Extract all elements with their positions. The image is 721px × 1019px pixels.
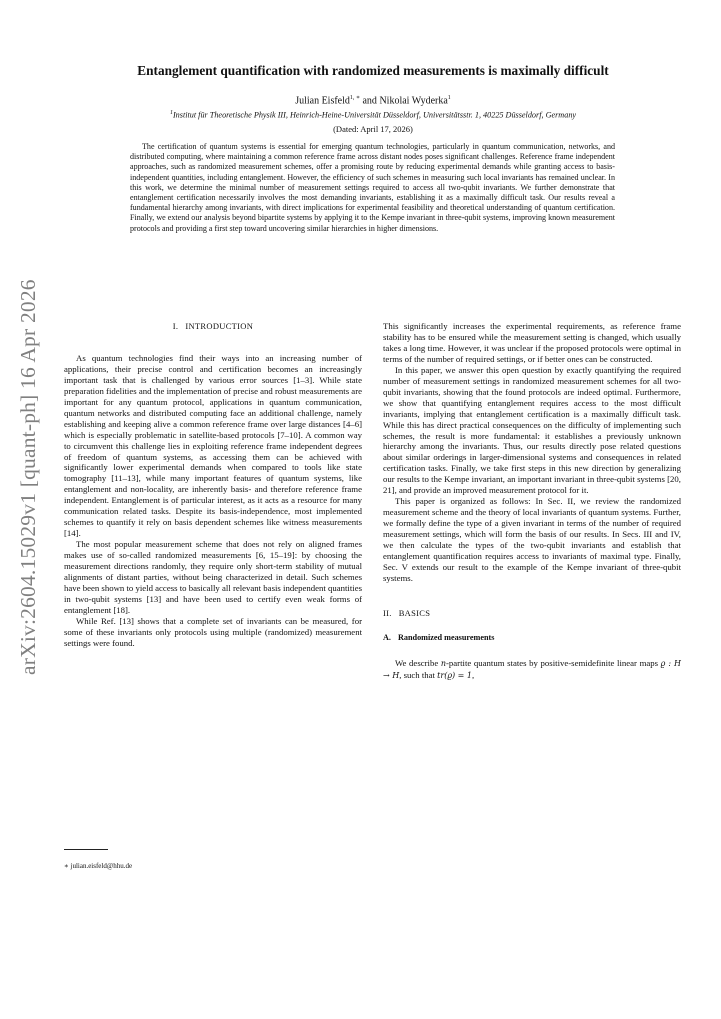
- paragraph: While Ref. [13] shows that a complete set of invariants can be measured, for some of these invariants only protocols using multiple (randomized) measurement settings were found.: [64, 615, 362, 648]
- subsection-number: A.: [383, 632, 391, 642]
- section-heading: [64, 321, 362, 332]
- paragraph: As quantum technologies find their ways into an increasing number of applications, their precise control and certification becomes an increasingly important task that is challenged by various error sources [1–3]. While state preparation fidelities and the implementation of precise and robust measurements are important for any quantum protocol, applications in quantum communication, quantum networks and distributed computing face an additional challenge, namely establishing and keeping alive a common reference frame over large distances [4–6] which is especially problematic in satellite-based protocols [7–10]. A common way to circumvent this challenge lies in exploiting reference frame independent degrees of freedom of quantum systems, as accessing them can be achieved with significantly lower experimental demands when compared to tools like state tomography [11–13], while many important features of quantum systems, like entanglement and non-locality, are inherently basis- and therefore reference frame independent. Entanglement is of particular interest, as it acts as a resource for many communication related tasks. Despite its basis-independence, most implemented schemes to quantify it rely on basis dependent schemes like witness measurements [14].: [64, 352, 362, 539]
- author-name: Julian Eisfeld: [295, 95, 350, 107]
- section-number: I.: [172, 321, 179, 331]
- left-column: [64, 321, 362, 649]
- text-run: ,: [472, 669, 475, 680]
- paragraph: This paper is organized as follows: In Sec. II, we review the randomized measurement scheme and the theory of local invariants of quantum systems. Further, we formally define the type of a given invariant in terms of the number of required measurement settings, which will form the basis of our results. In Secs. III and IV, we then calculate the types of the two-qubit invariants and establish that entanglement quantification requires access to invariants of maximal type. Finally, Sec. V extends our result to the example of the Kempe invariant of three-qubit systems.: [383, 496, 681, 583]
- affiliation-mark: 1: [169, 110, 173, 116]
- math-n: n: [440, 658, 446, 668]
- subsection-title: Randomized measurements: [397, 632, 495, 642]
- abstract: The certification of quantum systems is essential for emerging quantum technologies, particularly in quantum communication, networks, and distributed computing, where maintaining a common reference frame across distant nodes poses significant challenges. Reference frame independent approaches, such as randomized measurement schemes, offer a promising route by reducing experimental demands while granting access to basis-independent quantities, including entanglement. However, the efficiency of such schemes in measuring such local invariants has remained unclear. In this work, we determine the minimal number of measurement settings required to access all two-qubit invariants. We further demonstrate that entanglement certification necessarily involves the most demanding invariants, establishing it as a maximally difficult task. Our results reveal a fundamental hierarchy among invariants, with direct implications for experimental feasibility and theoretical understanding of quantum certification. Finally, we extend our analysis beyond bipartite systems by applying it to the Kempe invariant in three-qubit systems, improving known measurement protocols and providing a first step toward uncovering similar hierarchies in higher dimensions.: [130, 142, 615, 233]
- author-connector: and: [359, 95, 380, 107]
- affiliation: [70, 110, 676, 120]
- text-run: -partite quantum states by positive-semidefinite linear maps: [446, 657, 661, 668]
- date-line: (Dated: April 17, 2026): [333, 124, 413, 134]
- paragraph: [383, 658, 681, 682]
- section-number: II.: [383, 607, 392, 618]
- author-line: [70, 94, 676, 106]
- affiliation-text: Institut für Theoretische Physik III, Heinrich-Heine-Universität Düsseldorf, Universitätsstr. 1, 40225 Düsseldorf, Germany: [172, 110, 577, 120]
- section-title: BASICS: [398, 607, 431, 618]
- subsection-heading: [383, 633, 681, 644]
- paragraph: This significantly increases the experimental requirements, as reference frame stability has to be ensured while the measurement setting is changed, which usually takes a long time. However, it was unclear if the proposed protocols were optimal in terms of the number of required settings, or if better ones can be constructed.: [383, 321, 681, 364]
- footnote-rule: [64, 849, 108, 850]
- paper-title: Entanglement quantification with randomized measurements is maximally difficult: [137, 63, 609, 78]
- author-marks: 1: [447, 95, 451, 101]
- math-map: ϱ : H → H: [383, 658, 681, 680]
- author-marks: 1, ∗: [349, 95, 360, 101]
- math-trace: tr(ϱ) = 1: [437, 670, 473, 680]
- text-run: We describe: [395, 657, 441, 668]
- section-heading: [383, 608, 681, 619]
- paragraph: The most popular measurement scheme that does not rely on aligned frames makes use of so-called randomized measurements [6, 15–19]: by choosing the measurement directions randomly, they require only short-term stability of mutual alignments of distant parties, without being characterized in detail. Such schemes have been shown to yield access to basically all relevant basis independent quantities in two-qubit systems [13] and have been used to certify even weak forms of entanglement [18].: [64, 539, 362, 615]
- footnote: [64, 862, 132, 870]
- text-run: , such that: [399, 669, 438, 680]
- section-title: INTRODUCTION: [185, 321, 254, 331]
- paragraph: In this paper, we answer this open question by exactly quantifying the required number of measurement settings in randomized measurement schemes for all two-qubit invariants, showing that the found protocols are indeed optimal. Furthermore, we show that quantifying entanglement requires access to the most difficult invariants, implying that entanglement certification is a maximally difficult task. While this has direct practical consequences on the difficulty of implementing such schemes, the result is more fundamental: it establishes a previously unknown hierarchy among the invariants. Thus, our results directly pose related questions about similar orderings in larger-dimensional systems and consequences in related certification tasks. Finally, we take first steps in this new direction by generalizing our results to the Kempe invariant, an important invariant in three-qubit systems [20, 21], and provide an improved measurement protocol for it.: [383, 364, 681, 496]
- author-name: Nikolai Wyderka: [379, 95, 448, 107]
- right-column: [383, 321, 681, 682]
- email-link[interactable]: ∗ julian.eisfeld@hhu.de: [64, 862, 133, 870]
- arxiv-identifier: arXiv:2604.15029v1 [quant-ph] 16 Apr 2026: [16, 279, 40, 675]
